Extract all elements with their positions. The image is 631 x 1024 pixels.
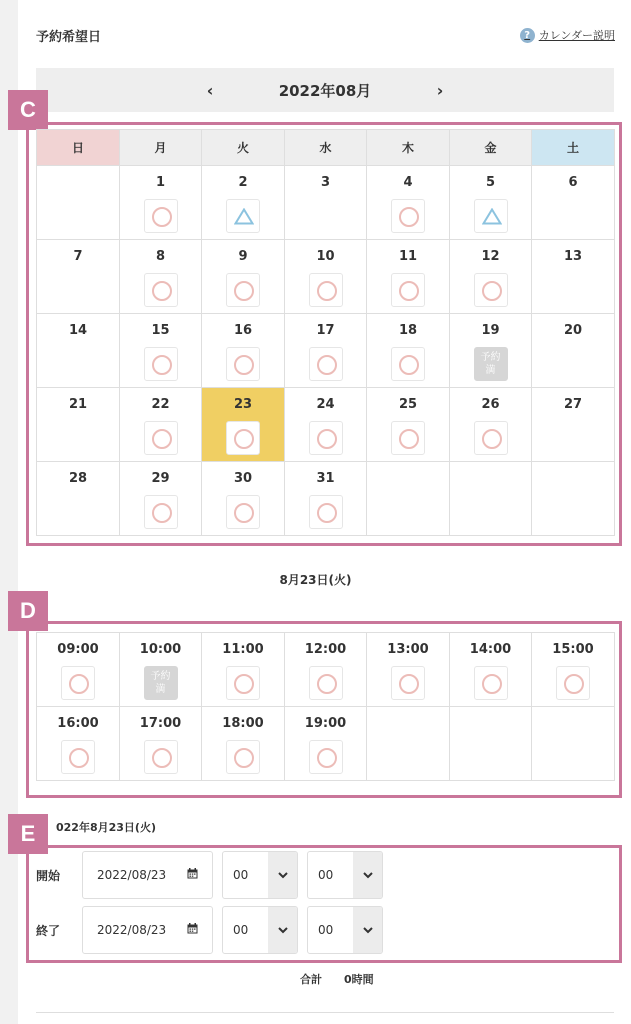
- time-slot-cell[interactable]: [37, 707, 120, 781]
- total-value: 0時間: [344, 973, 374, 986]
- calendar-day-cell[interactable]: [285, 240, 367, 314]
- available-circle-mark[interactable]: [309, 347, 343, 381]
- question-icon: ?: [520, 28, 535, 43]
- weekday-header: 木: [367, 130, 450, 166]
- time-slot-cell[interactable]: [202, 633, 285, 707]
- section-e-label: E: [8, 814, 48, 854]
- calendar-day-cell[interactable]: [202, 388, 285, 462]
- calendar-help-link[interactable]: [520, 27, 615, 43]
- day-number: 6: [568, 175, 578, 190]
- available-circle-mark[interactable]: [226, 740, 260, 774]
- time-slot-cell[interactable]: [120, 707, 202, 781]
- total-label: 合計: [300, 973, 322, 986]
- time-slot-cell[interactable]: [285, 707, 367, 781]
- end-date-input[interactable]: [82, 906, 213, 954]
- day-number: 2: [238, 175, 248, 190]
- weekday-header: 月: [120, 130, 202, 166]
- time-label: 18:00: [222, 716, 264, 731]
- section-d-label: D: [8, 591, 48, 631]
- day-number: 22: [151, 397, 170, 412]
- day-number: 26: [481, 397, 500, 412]
- day-number: 29: [151, 471, 170, 486]
- total-row: [300, 971, 374, 987]
- chevron-down-icon: [353, 852, 382, 898]
- available-circle-mark[interactable]: [309, 421, 343, 455]
- calendar-day-cell: [37, 462, 120, 536]
- day-number: 4: [403, 175, 413, 190]
- time-label: 10:00: [139, 642, 182, 657]
- day-number: 19: [481, 323, 500, 338]
- available-circle-mark[interactable]: [391, 666, 425, 700]
- time-slot-cell[interactable]: [202, 707, 285, 781]
- month-navigation: [36, 68, 614, 112]
- time-label: 09:00: [57, 642, 99, 657]
- available-circle-mark[interactable]: [391, 273, 425, 307]
- day-number: 3: [320, 175, 331, 190]
- available-circle-mark[interactable]: [144, 273, 178, 307]
- available-circle-mark[interactable]: [391, 199, 425, 233]
- end-hour-select[interactable]: [222, 906, 298, 954]
- calendar-week-row: [37, 240, 615, 314]
- day-number: 14: [68, 323, 88, 338]
- weekday-header: 日: [37, 130, 120, 166]
- calendar-week-row: [37, 314, 615, 388]
- calendar-day-cell: [37, 240, 120, 314]
- page-title: 予約希望日: [36, 30, 102, 45]
- day-number: 27: [563, 397, 583, 412]
- time-slot-grid: [36, 632, 615, 781]
- calendar-day-cell: [532, 314, 615, 388]
- calendar-day-cell[interactable]: [367, 240, 450, 314]
- time-label: 11:00: [222, 642, 264, 657]
- calendar-day-cell[interactable]: [202, 166, 285, 240]
- calendar-day-cell: [532, 388, 615, 462]
- time-slot-cell[interactable]: [367, 633, 450, 707]
- available-circle-mark[interactable]: [144, 347, 178, 381]
- time-label: 16:00: [57, 716, 99, 731]
- calendar-day-cell: [532, 240, 615, 314]
- available-circle-mark[interactable]: [309, 273, 343, 307]
- chevron-down-icon: [268, 907, 297, 953]
- calendar-day-cell[interactable]: [202, 462, 285, 536]
- day-number: 20: [563, 323, 583, 338]
- day-number: 23: [233, 397, 253, 412]
- available-circle-mark[interactable]: [226, 495, 260, 529]
- time-label: 17:00: [139, 716, 182, 731]
- available-circle-mark[interactable]: [144, 199, 178, 233]
- calendar-day-cell[interactable]: [120, 462, 202, 536]
- day-number: 11: [398, 249, 418, 264]
- calendar-day-cell[interactable]: [367, 314, 450, 388]
- day-number: 30: [233, 471, 253, 486]
- calendar-day-cell: [37, 314, 120, 388]
- day-number: 18: [398, 323, 418, 338]
- available-circle-mark[interactable]: [391, 421, 425, 455]
- time-slot-cell[interactable]: [450, 633, 532, 707]
- time-slot-empty-cell: [450, 707, 532, 781]
- prev-month-button[interactable]: ‹: [206, 80, 214, 100]
- calendar-week-row: [37, 462, 615, 536]
- weekday-header: 水: [285, 130, 367, 166]
- end-date-value: 2022/08/23: [97, 923, 167, 937]
- calendar-day-cell[interactable]: [285, 462, 367, 536]
- available-circle-mark[interactable]: [226, 666, 260, 700]
- end-minute-select[interactable]: [307, 906, 383, 954]
- chevron-down-icon: [353, 907, 382, 953]
- time-slot-cell[interactable]: [120, 633, 202, 707]
- time-slot-row: [37, 633, 615, 707]
- available-circle-mark[interactable]: [309, 666, 343, 700]
- start-hour-select[interactable]: [222, 851, 298, 899]
- day-number: 17: [316, 323, 335, 338]
- start-date-input[interactable]: [82, 851, 213, 899]
- calendar-day-cell[interactable]: [450, 166, 532, 240]
- available-circle-mark[interactable]: [391, 347, 425, 381]
- time-label: 15:00: [552, 642, 594, 657]
- chevron-down-icon: [268, 852, 297, 898]
- available-circle-mark[interactable]: [61, 740, 95, 774]
- limited-triangle-mark[interactable]: [226, 199, 260, 233]
- time-slot-cell[interactable]: [285, 633, 367, 707]
- calendar-icon: [187, 923, 198, 934]
- section-c-label: C: [8, 90, 48, 130]
- available-circle-mark[interactable]: [144, 421, 178, 455]
- calendar-empty-cell: [532, 462, 615, 536]
- day-number: 12: [481, 249, 500, 264]
- divider: [36, 1012, 614, 1013]
- day-number: 8: [155, 249, 166, 264]
- weekday-header: 火: [202, 130, 285, 166]
- day-number: 28: [68, 471, 88, 486]
- time-label: 19:00: [304, 716, 347, 731]
- calendar-empty-cell: [450, 462, 532, 536]
- end-hour-value: 00: [233, 923, 249, 937]
- available-circle-mark[interactable]: [226, 347, 260, 381]
- available-circle-mark[interactable]: [226, 421, 260, 455]
- calendar-week-row: [37, 166, 615, 240]
- time-label: 14:00: [469, 642, 512, 657]
- calendar-day-cell[interactable]: [367, 388, 450, 462]
- calendar-day-cell[interactable]: [450, 388, 532, 462]
- available-circle-mark[interactable]: [474, 273, 508, 307]
- day-number: 10: [316, 249, 335, 264]
- available-circle-mark[interactable]: [309, 740, 343, 774]
- day-number: 25: [398, 397, 418, 412]
- form-date-heading: 022年8月23日(火): [56, 821, 156, 834]
- start-minute-value: 00: [318, 868, 334, 882]
- available-circle-mark[interactable]: [474, 421, 508, 455]
- day-number: 24: [316, 397, 335, 412]
- start-label: 開始: [36, 869, 61, 883]
- weekday-header: 金: [450, 130, 532, 166]
- day-number: 9: [238, 249, 248, 264]
- fully-booked-badge: 予約 満: [144, 666, 178, 700]
- time-label: 13:00: [387, 642, 429, 657]
- calendar-help-label: カレンダー説明: [538, 29, 615, 42]
- start-hour-value: 00: [233, 868, 249, 882]
- day-number: 7: [73, 249, 83, 264]
- calendar-day-cell: [37, 388, 120, 462]
- day-number: 31: [316, 471, 335, 486]
- end-label: 終了: [36, 924, 61, 938]
- available-circle-mark[interactable]: [309, 495, 343, 529]
- day-number: 15: [151, 323, 170, 338]
- day-number: 21: [68, 397, 88, 412]
- calendar-day-cell[interactable]: [285, 314, 367, 388]
- calendar-day-cell[interactable]: [450, 240, 532, 314]
- calendar-day-cell[interactable]: [450, 314, 532, 388]
- time-slot-cell[interactable]: [532, 633, 615, 707]
- calendar-day-cell[interactable]: [120, 388, 202, 462]
- calendar-day-cell[interactable]: [367, 166, 450, 240]
- start-date-value: 2022/08/23: [97, 868, 167, 882]
- end-minute-value: 00: [318, 923, 334, 937]
- time-slot-cell[interactable]: [37, 633, 120, 707]
- calendar-day-cell[interactable]: [120, 240, 202, 314]
- calendar-day-cell[interactable]: [120, 166, 202, 240]
- calendar-day-cell: [285, 166, 367, 240]
- calendar-day-cell[interactable]: [202, 240, 285, 314]
- day-number: 13: [563, 249, 583, 264]
- time-label: 12:00: [304, 642, 347, 657]
- calendar-empty-cell: [37, 166, 120, 240]
- calendar-day-cell[interactable]: [120, 314, 202, 388]
- next-month-button[interactable]: ›: [436, 80, 444, 100]
- month-label: 2022年08月: [278, 81, 372, 100]
- start-minute-select[interactable]: [307, 851, 383, 899]
- limited-triangle-mark[interactable]: [474, 199, 508, 233]
- calendar-day-cell[interactable]: [285, 388, 367, 462]
- time-slot-empty-cell: [367, 707, 450, 781]
- left-gutter: [0, 0, 18, 1024]
- calendar-icon: [187, 868, 198, 879]
- time-slot-empty-cell: [532, 707, 615, 781]
- available-circle-mark[interactable]: [144, 495, 178, 529]
- available-circle-mark[interactable]: [226, 273, 260, 307]
- available-circle-mark[interactable]: [474, 666, 508, 700]
- available-circle-mark[interactable]: [144, 740, 178, 774]
- fully-booked-badge: 予約 満: [474, 347, 508, 381]
- available-circle-mark[interactable]: [556, 666, 590, 700]
- calendar-week-row: [37, 388, 615, 462]
- calendar-day-cell[interactable]: [202, 314, 285, 388]
- calendar-grid: [36, 129, 615, 536]
- calendar-empty-cell: [367, 462, 450, 536]
- day-number: 16: [233, 323, 253, 338]
- time-slot-row: [37, 707, 615, 781]
- day-number: 1: [155, 175, 166, 190]
- available-circle-mark[interactable]: [61, 666, 95, 700]
- calendar-day-cell: [532, 166, 615, 240]
- weekday-header: 土: [532, 130, 615, 166]
- selected-date-label: 8月23日(火): [279, 573, 352, 587]
- day-number: 5: [485, 175, 496, 190]
